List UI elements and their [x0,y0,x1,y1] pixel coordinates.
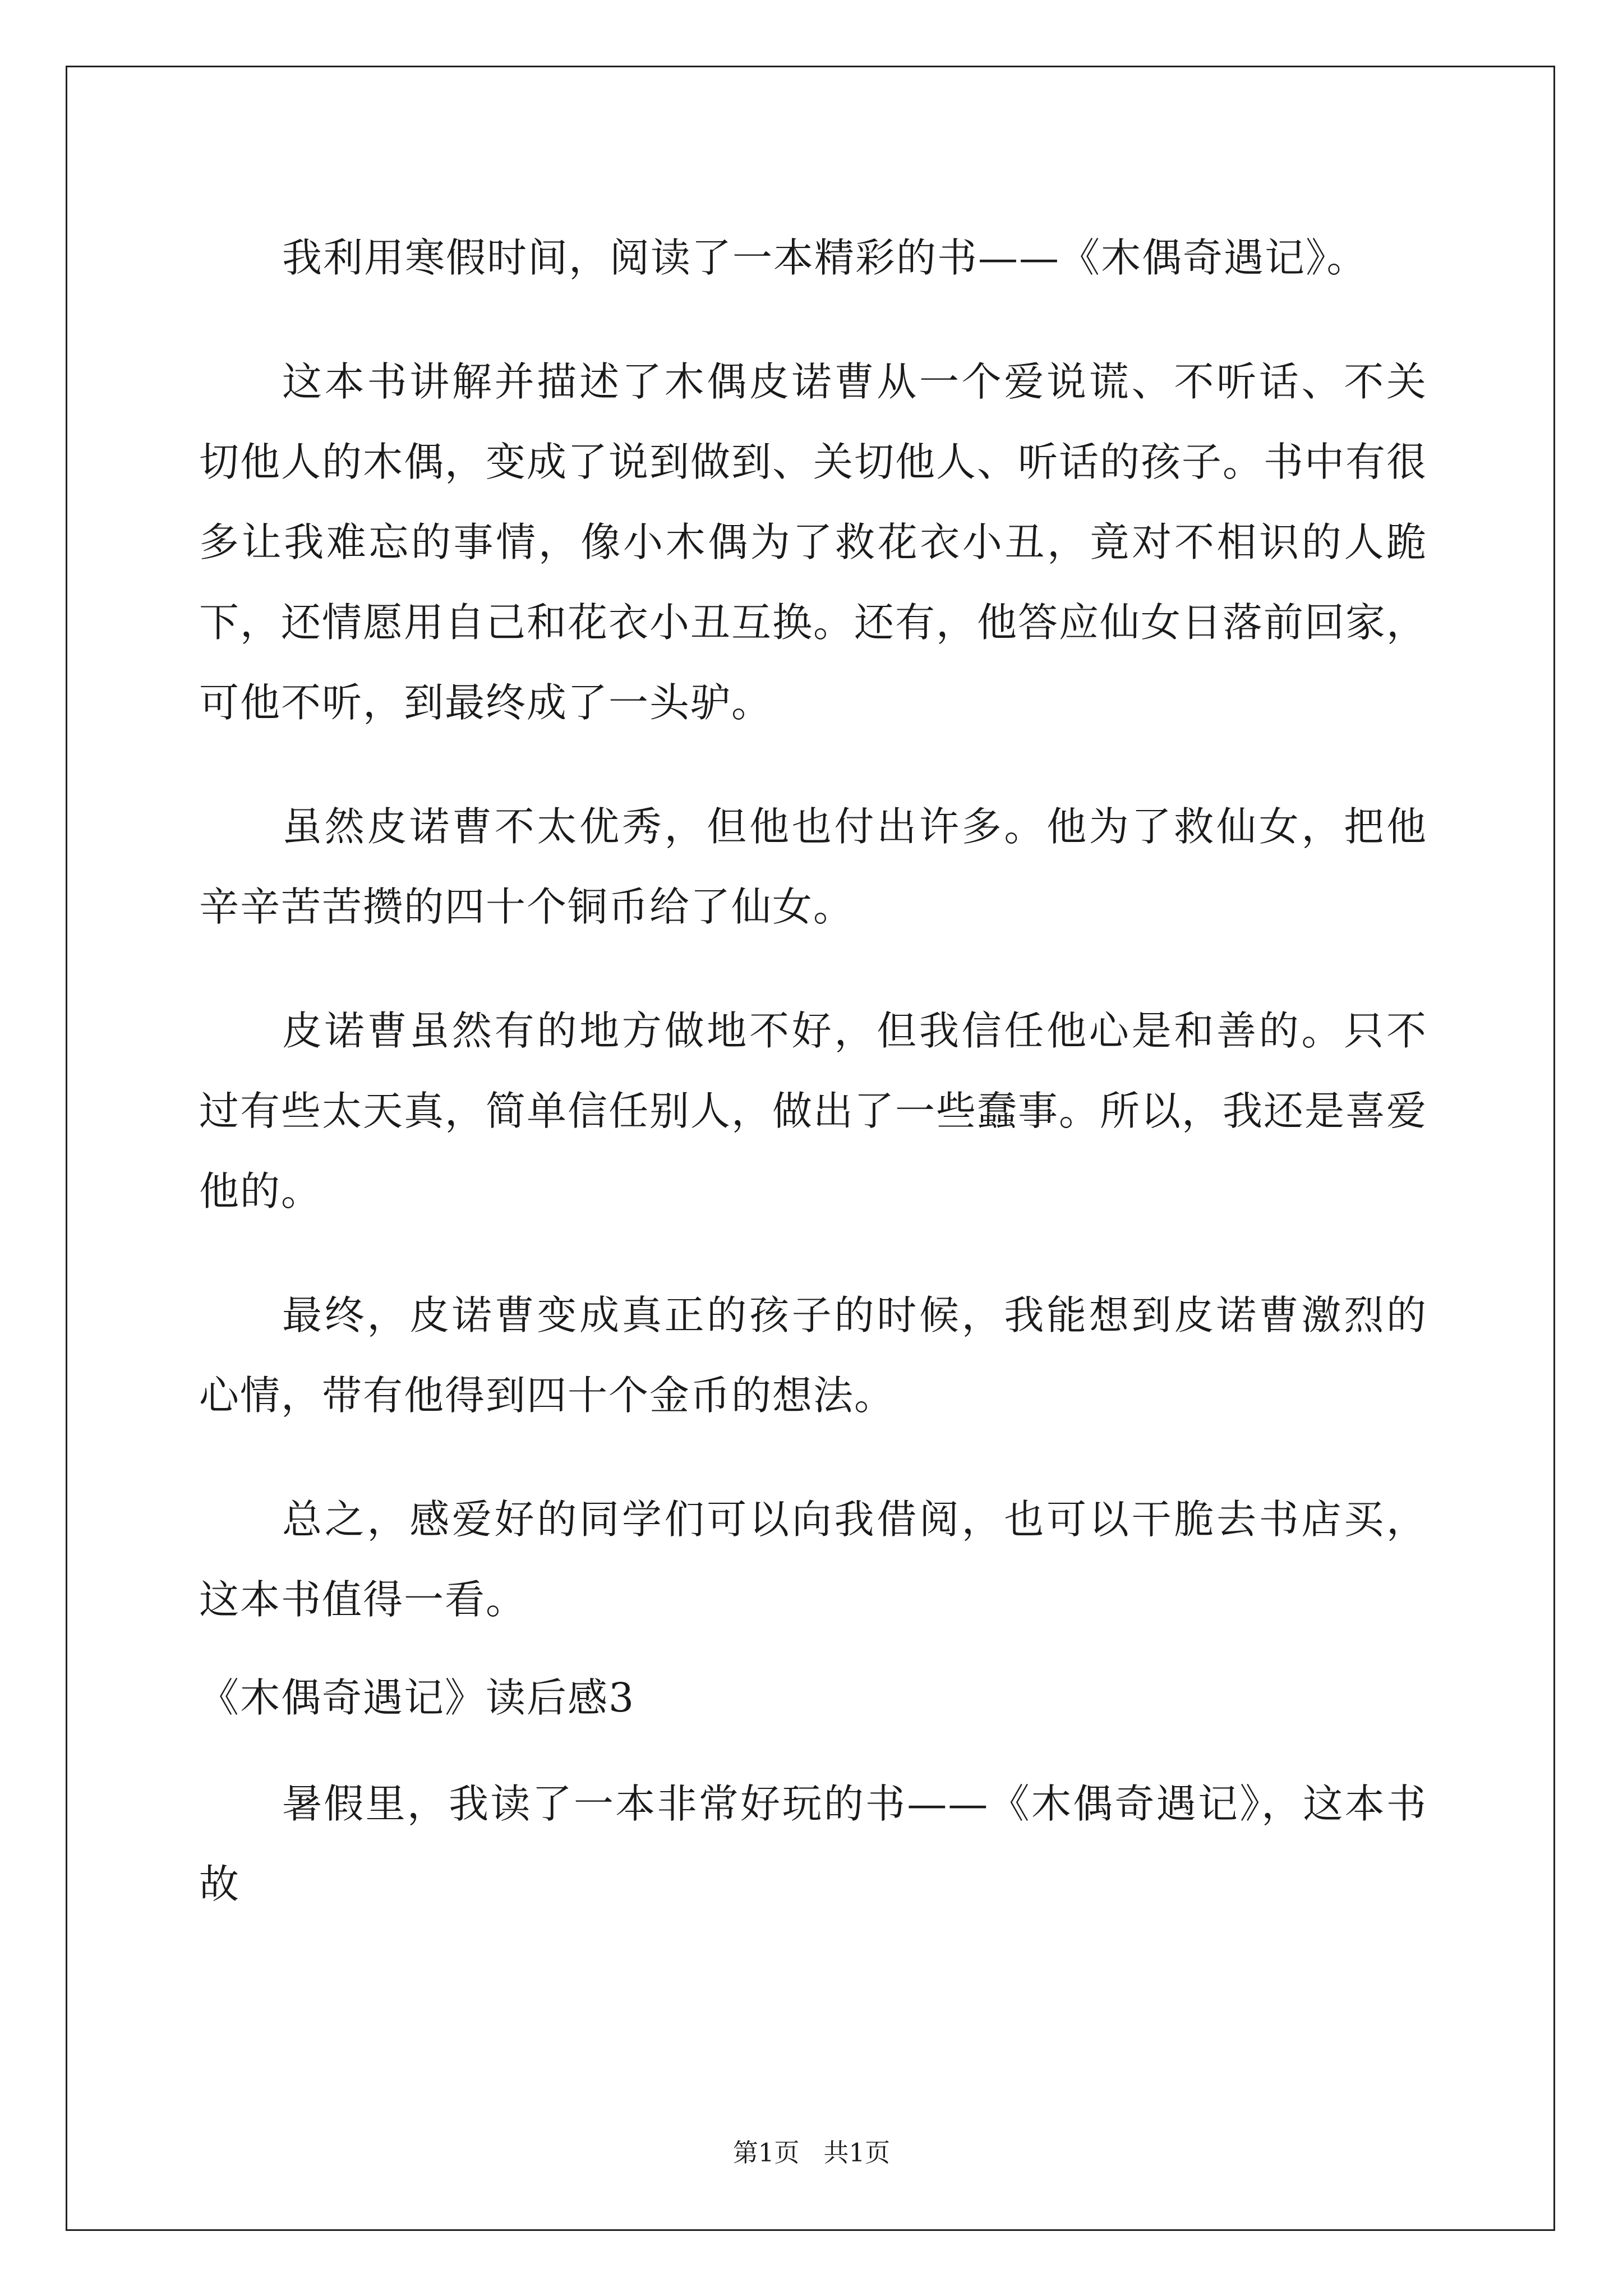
paragraph: 我利用寒假时间，阅读了一本精彩的书——《木偶奇遇记》。 [282,234,1368,281]
page-number-footer: 第1页 共1页 [732,2138,891,2168]
paragraph: 虽然皮诺曹不太优秀，但他也付出许多。他为了救仙女，把他辛辛苦苦攒的四十个铜币给了仙女。 [199,803,1427,930]
paragraph: 总之，感爱好的同学们可以向我借阅，也可以干脆去书店买，这本书值得一看。 [199,1496,1427,1623]
paragraph: 暑假里，我读了一本非常好玩的书——《木偶奇遇记》，这本书故 [199,1780,1427,1907]
paragraph: 这本书讲解并描述了木偶皮诺曹从一个爱说谎、不听话、不关切他人的木偶，变成了说到做到、关切他人、听话的孩子。书中有很多让我难忘的事情，像小木偶为了救花衣小丑，竟对不相识的人跪下，还情愿用自己和花衣小丑互换。还有，他答应仙女日落前回家，可他不听，到最终成了一头驴。 [199,358,1428,726]
document-body [199,218,1427,1968]
section-heading: 《木偶奇遇记》读后感3 [199,1674,635,1721]
paragraph: 皮诺曹虽然有的地方做地不好，但我信任他心是和善的。只不过有些太天真，简单信任别人，做出了一些蠢事。所以，我还是喜爱他的。 [199,1007,1428,1214]
paragraph: 最终，皮诺曹变成真正的孩子的时候，我能想到皮诺曹激烈的心情，带有他得到四十个金币的想法。 [199,1292,1427,1419]
